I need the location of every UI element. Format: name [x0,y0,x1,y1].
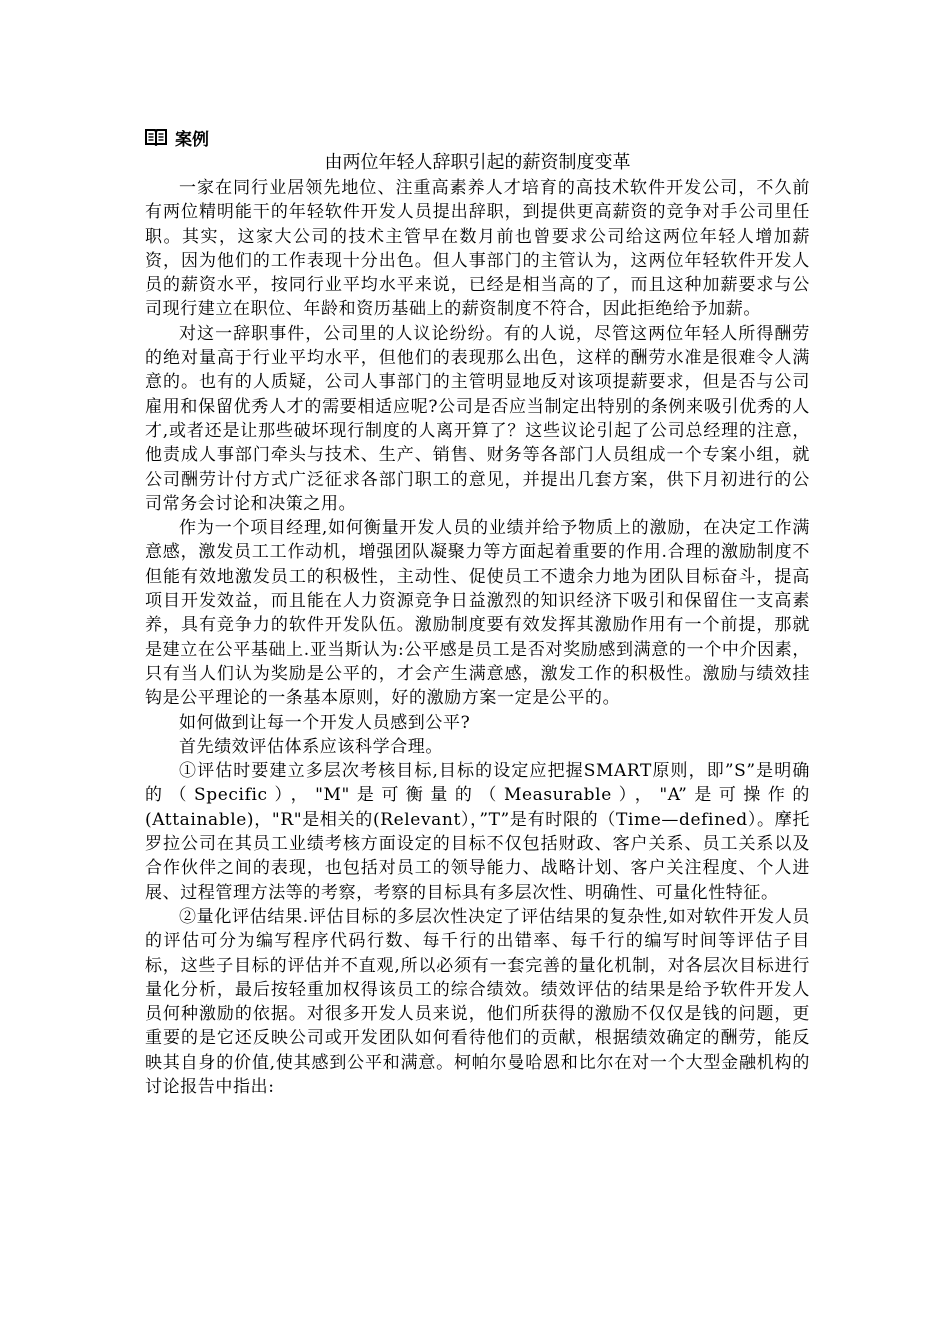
document-title: 由两位年轻人辞职引起的薪资制度变革 [324,152,631,173]
paragraph: 首先绩效评估体系应该科学合理。 [179,736,443,757]
paragraph: ①评估时要建立多层次考核目标,目标的设定应把握SMART原则，即”S”是明确的（Specific），"M"是可衡量的（Measurable），"A”是可操作的(Attainable)，"R"是相关的(Relevant），”T”是有时限的（Time—defined）。摩托罗拉公司在其员工业绩考核方面设定的目标不仅包括财政、客户关系、员工关系以及合作伙伴之间的表现，也包括对员工的领导能力、战略计划、客户关注程度、个人进展、过程管理方法等的考察，考察的目标具有多层次性、明确性、可量化性特征。 [145,761,810,903]
book-icon [145,128,167,146]
paragraph: 作为一个项目经理,如何衡量开发人员的业绩并给予物质上的激励，在决定工作满意感，激发员工工作动机，增强团队凝聚力等方面起着重要的作用.合理的激励制度不但能有效地激发员工的积极性，主动性、促使员工不遗余力地为团队目标奋斗，提高项目开发效益，而且能在人力资源竞争日益激烈的知识经济下吸引和保留住一支高素养，具有竞争力的软件开发队伍。激励制度要有效发挥其激励作用有一个前提，那就是建立在公平基础上.亚当斯认为:公平感是员工是否对奖励感到满意的一个中介因素，只有当人们认为奖励是公平的，才会产生满意感，激发工作的积极性。激励与绩效挂钩是公平理论的一条基本原则，好的激励方案一定是公平的。 [145,518,810,709]
paragraph: ②量化评估结果.评估目标的多层次性决定了评估结果的复杂性,如对软件开发人员的评估可分为编写程序代码行数、每千行的出错率、每千行的编写时间等评估子目标，这些子目标的评估并不直观,所以必须有一套完善的量化机制，对各层次目标进行量化分析，最后按轻重加权得该员工的综合绩效。绩效评估的结果是给予软件开发人员何种激励的依据。对很多开发人员来说，他们所获得的激励不仅仅是钱的问题，更重要的是它还反映公司或开发团队如何看待他们的贡献，根据绩效确定的酬劳，能反映其自身的价值,使其感到公平和满意。柯帕尔曼哈恩和比尔在对一个大型金融机构的讨论报告中指出: [145,906,810,1097]
paragraph: 对这一辞职事件，公司里的人议论纷纷。有的人说，尽管这两位年轻人所得酬劳的绝对量高于行业平均水平，但他们的表现那么出色，这样的酬劳水准是很难令人满意的。也有的人质疑，公司人事部门的主管明显地反对该项提薪要求，但是否与公司雇用和保留优秀人才的需要相适应呢?公司是否应当制定出特别的条例来吸引优秀的人才,或者还是让那些破坏现行制度的人离开算了？这些议论引起了公司总经理的注意，他责成人事部门牵头与技术、生产、销售、财务等各部门人员组成一个专案小组，就公司酬劳计付方式广泛征求各部门职工的意见，并提出几套方案，供下月初进行的公司常务会讨论和决策之用。 [145,323,810,514]
paragraph: 如何做到让每一个开发人员感到公平? [179,712,471,733]
paragraph: 一家在同行业居领先地位、注重高素养人才培育的高技术软件开发公司，不久前有两位精明能干的年轻软件开发人员提出辞职，到提供更高薪资的竞争对手公司里任职。其实，这家大公司的技术主管早在数月前也曾要求公司给这两位年轻人增加薪资，因为他们的工作表现十分出色。但人事部门的主管认为，这两位年轻软件开发人员的薪资水平，按同行业平均水平来说，已经是相当高的了，而且这种加薪要求与公司现行建立在职位、年龄和资历基础上的薪资制度不符合，因此拒绝给予加薪。 [145,178,810,320]
section-label: 案例 [175,129,209,150]
section-heading [145,124,810,150]
document-page [145,124,810,1099]
